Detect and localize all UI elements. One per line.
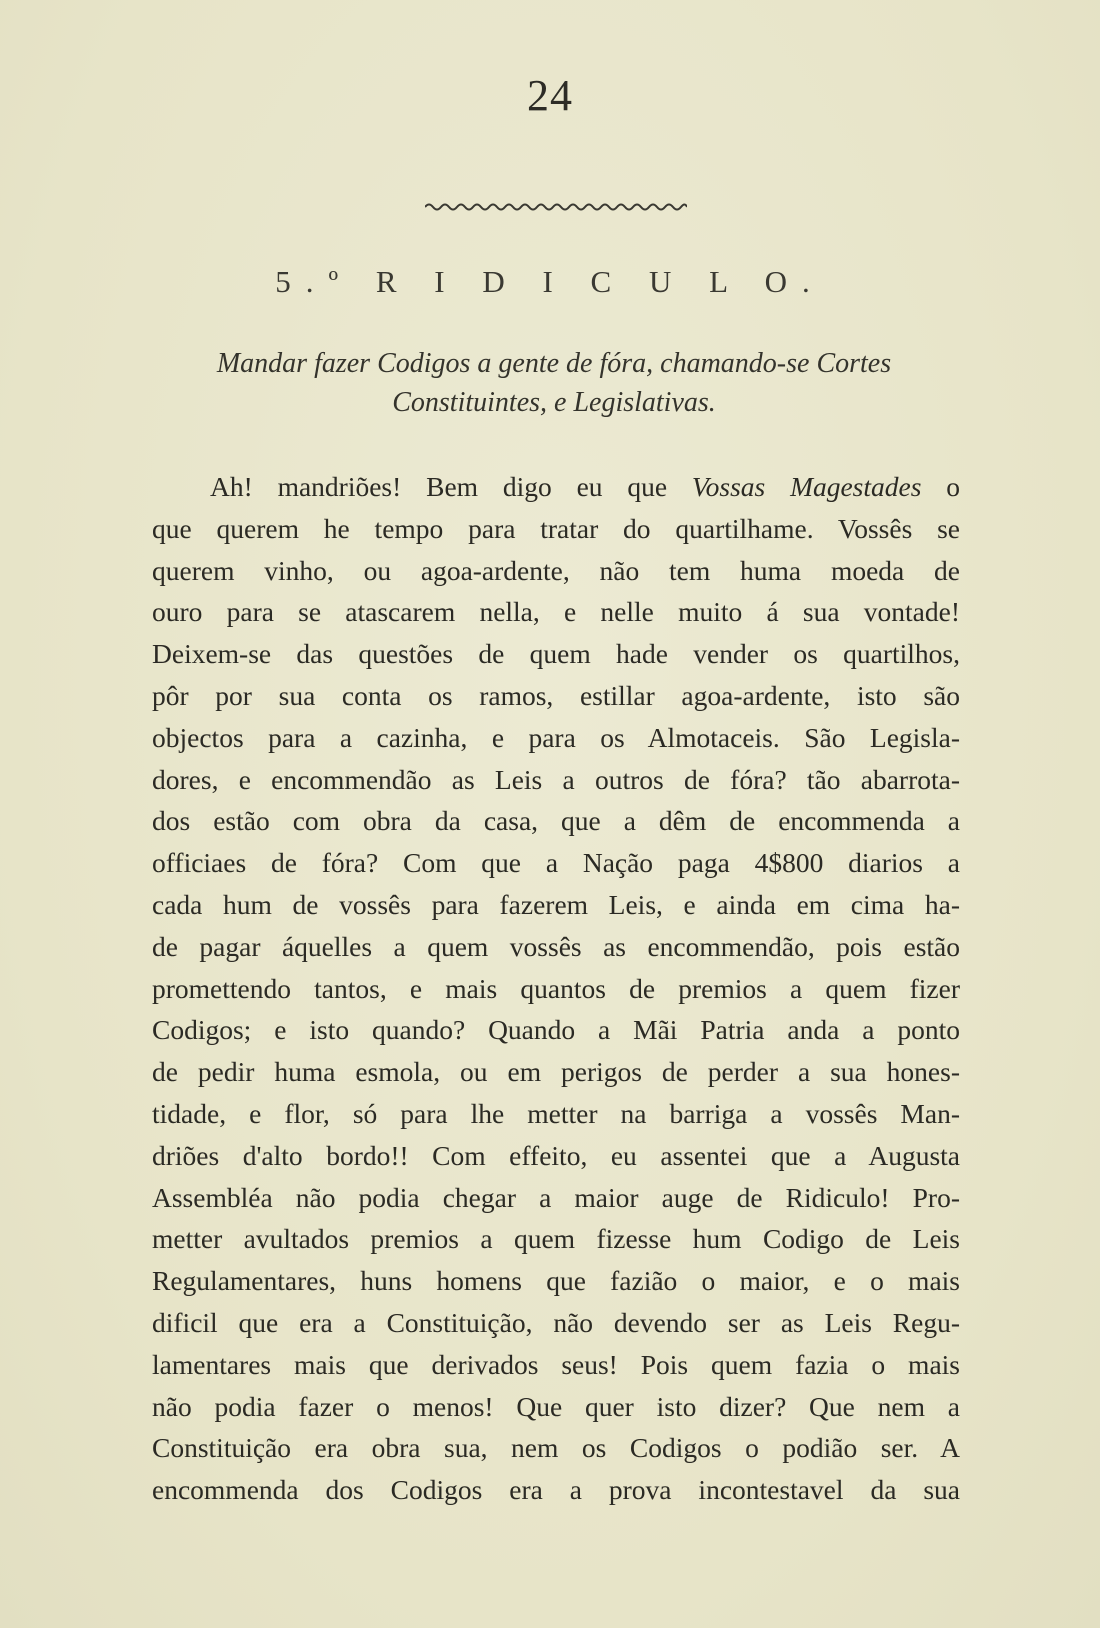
page-number: 24 [527,71,573,120]
text-line: Assembléa não podia chegar a maior auge de Ridiculo! Pro- [152,1181,960,1213]
text-line: driões d'alto bordo!! Com effeito, eu assentei que a Augusta [152,1139,960,1171]
text-line: objectos para a cazinha, e para os Almotaceis. São Legisla- [152,721,960,753]
italic-run: Vossas Magestades [691,471,922,502]
text-line: Deixem-se das questões de quem hade vender os quartilhos, [152,638,960,670]
text-line: encommenda dos Codigos era a prova incontestavel da sua [152,1474,960,1506]
text-line: de pagar áquelles a quem vossês as encommendão, pois estão [152,930,960,962]
text-line: Codigos; e isto quando? Quando a Mãi Patria anda a ponto [152,1014,960,1046]
text-run: Ah! mandriões! Bem digo eu que [210,471,692,502]
text-line: lamentares mais que derivados seus! Pois quem fazia o mais [152,1348,960,1380]
text-line: que querem he tempo para tratar do quartilhame. Vossês se [152,512,960,544]
text-line: de pedir huma esmola, ou em perigos de perder a sua hones- [152,1056,960,1088]
text-run: o [921,471,960,502]
text-line: dificil que era a Constituição, não devendo ser as Leis Regu- [152,1306,960,1338]
text-line: cada hum de vossês para fazerem Leis, e ainda em cima ha- [152,888,960,920]
section-subtitle [148,344,960,422]
text-line: dores, e encommendão as Leis a outros de fóra? tão abarrota- [152,763,960,795]
text-line: officiaes de fóra? Com que a Nação paga 4$800 diarios a [152,847,960,879]
section-heading: 5.º R I D I C U L O. [275,264,825,299]
wavy-rule-ornament [425,200,687,214]
subtitle-line-2: Constituintes, e Legislativas. [392,387,716,418]
text-line: tidade, e flor, só para lhe metter na barriga a vossês Man- [152,1097,960,1129]
text-line: dos estão com obra da casa, que a dêm de encommenda a [152,805,960,837]
text-line [152,466,960,508]
text-line: pôr por sua conta os ramos, estillar agoa-ardente, isto são [152,679,960,711]
text-line: Regulamentares, huns homens que fazião o maior, e o mais [152,1265,960,1297]
text-line: metter avultados premios a quem fizesse hum Codigo de Leis [152,1223,960,1255]
text-line: Constituição era obra sua, nem os Codigos o podião ser. A [152,1432,960,1464]
text-line: não podia fazer o menos! Que quer isto dizer? Que nem a [152,1390,960,1422]
body-text [152,466,960,1511]
text-line: querem vinho, ou agoa-ardente, não tem huma moeda de [152,554,960,586]
text-line: ouro para se atascarem nella, e nelle muito á sua vontade! [152,596,960,628]
text-line: promettendo tantos, e mais quantos de premios a quem fizer [152,972,960,1004]
subtitle-line-1: Mandar fazer Codigos a gente de fóra, chamando-se Cortes [216,348,892,379]
